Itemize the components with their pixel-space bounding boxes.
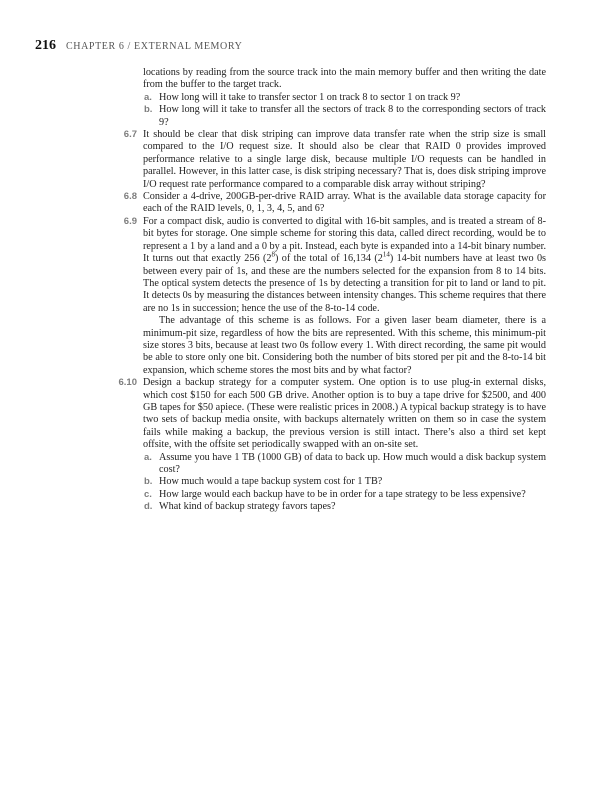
problem-text-part-1: For a compact disk, audio is converted to digital with 16-bit samples, and is treated a stream of 8-bit bytes for storage. One simple scheme for storing this data, called direct recording, would be to represent a 1 by a land and a 0 by a pit. Instead, each byte is expanded into a 14-bit binary number. It turns out that exactly 256 (2: [143, 215, 546, 265]
subquestion-b: [143, 104, 546, 129]
problem-6-9: [123, 215, 547, 315]
subquestion-letter: a.: [144, 91, 152, 103]
problem-6-9-second-paragraph: The advantage of this scheme is as follows. For a given laser beam diameter, there is a minimum-pit size, regardless of how the bits are represented. With this scheme, this minimum-pit size stores 3 bits, because at least two 0s follow every 1. With direct recording, the same pit would be able to store only one bit. Considering both the number of bits stored per pit and the 8-to-14 bit expansion, which scheme stores the most bits and by what factor?: [143, 315, 546, 376]
superscript: 14: [382, 250, 390, 259]
page-body: [118, 67, 547, 514]
subquestion-d: [143, 501, 546, 513]
problem-text: It should be clear that disk striping can improve data transfer rate when the strip size is small compared to the I/O request size. It should also be clear that RAID 0 provides improved performance relative to a single large disk, because multiple I/O requests can be handled in parallel. However, in this latter case, is disk striping necessary? That is, does disk striping improve I/O request rate performance compared to a comparable disk array without striping?: [143, 129, 546, 190]
problem-number: 6.10: [118, 377, 137, 389]
subquestion-text: How much would a tape backup system cost for 1 TB?: [159, 476, 383, 488]
subquestion-c: [143, 489, 546, 501]
subquestion-letter: d.: [144, 501, 153, 513]
problem-text-part-3: ) 14-bit numbers have at least two 0s between every pair of 1s, and these are the numbers selected for the expansion from 8 to 14 bits. The optical system detects the presence of 1s by detecting a transition for pit to land or land to pit. It detects 0s by measuring the distances between intensity changes. This scheme requires that there are no 1s in succession; hence the use of the 8-to-14 code.: [143, 253, 547, 314]
subquestion-text: What kind of backup strategy favors tapes?: [159, 501, 336, 513]
subquestion-a: [143, 92, 546, 104]
subquestion-text: Assume you have 1 TB (1000 GB) of data to back up. How much would a disk backup system cost?: [159, 451, 546, 475]
problem-number: 6.7: [123, 129, 137, 141]
problem-6-8: [123, 191, 546, 216]
subquestion-letter: c.: [144, 488, 152, 500]
running-header: [35, 36, 242, 54]
chapter-title: CHAPTER 6 / EXTERNAL MEMORY: [66, 41, 243, 52]
subquestion-text: How large would each backup have to be in order for a tape strategy to be less expensive?: [159, 488, 526, 500]
page-number: 216: [35, 38, 56, 53]
problem-6-7: [123, 129, 546, 191]
problem-number: 6.8: [123, 191, 137, 203]
continued-problem-text: locations by reading from the source track into the main memory buffer and then writing the date from the buffer to the target track.: [143, 67, 546, 91]
problem-text: Consider a 4-drive, 200GB-per-drive RAID array. What is the available data storage capacity for each of the RAID levels, 0, 1, 3, 4, 5, and 6?: [143, 191, 546, 215]
superscript: 8: [271, 250, 275, 259]
subquestion-letter: b.: [144, 104, 153, 116]
problem-6-10: [118, 377, 546, 451]
subquestion-text: How long will it take to transfer sector 1 on track 8 to sector 1 on track 9?: [159, 91, 461, 103]
subquestion-text: How long will it take to transfer all the sectors of track 8 to the corresponding sectors of track 9?: [159, 104, 546, 128]
subquestion-a: [143, 452, 546, 477]
subquestion-b: [143, 476, 546, 488]
problem-text-part-2: ) of the total of 16,134 (2: [274, 253, 383, 265]
problem-number: 6.9: [123, 215, 137, 227]
subquestion-letter: a.: [144, 451, 152, 463]
problem-text: Design a backup strategy for a computer system. One option is to use plug-in external disks, which cost $150 for each 500 GB drive. Another option is to buy a tape drive for $2500, and 400 GB tapes for $50 apiece. (These were realistic prices in 2008.) A typical backup strategy is to have two sets of backup media onsite, with backups alternately written on them so in case the system fails while making a backup, the previous version is still intact. There’s also a third set kept offsite, with the offsite set periodically swapped with an on-site set.: [143, 377, 546, 451]
subquestion-letter: b.: [144, 476, 153, 488]
